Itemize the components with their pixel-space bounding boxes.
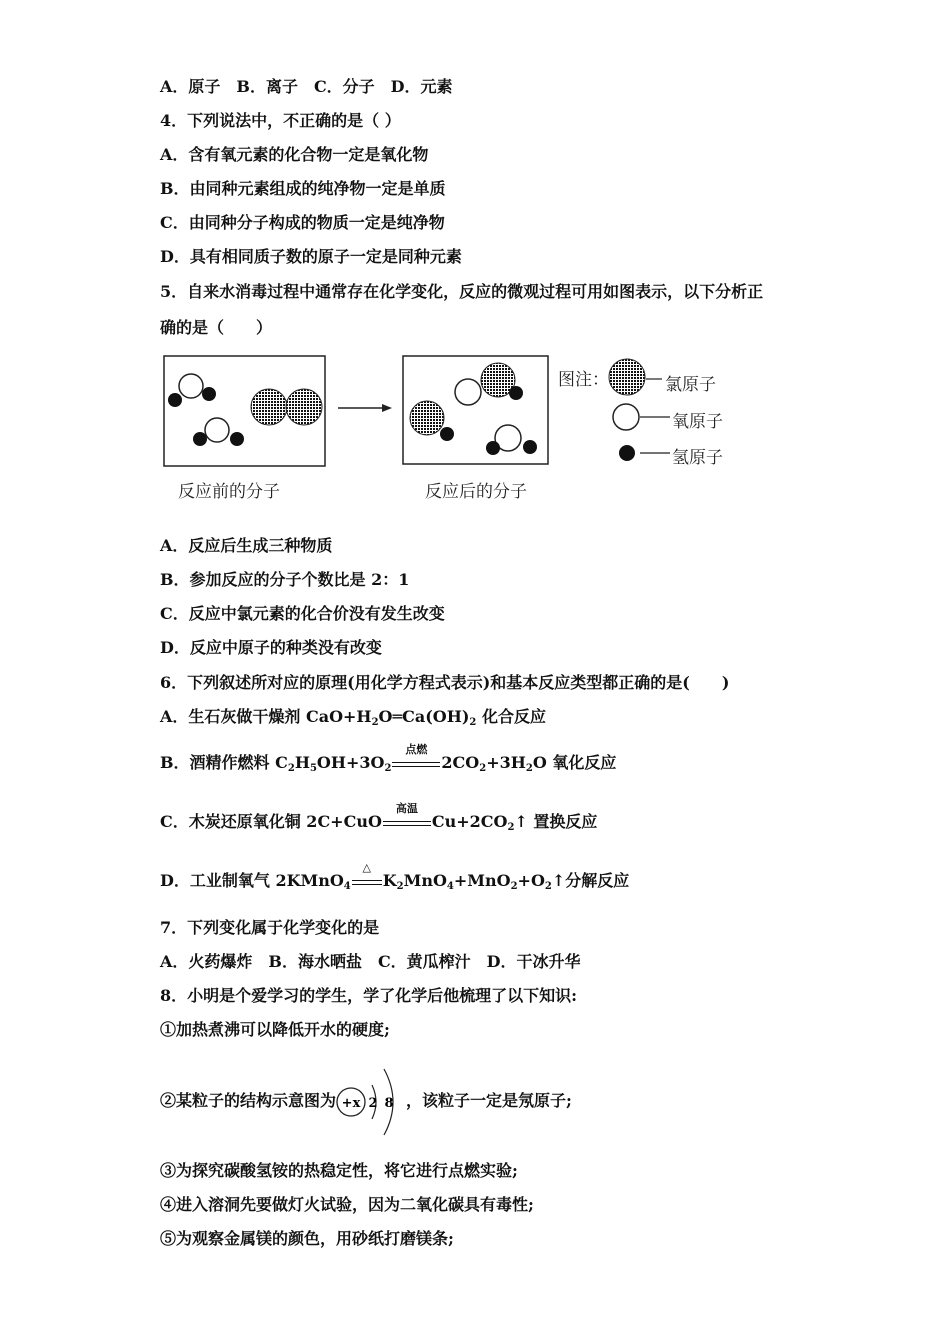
legend-title: 图注： xyxy=(558,370,609,390)
q5-option-c: C．反应中氯元素的化合价没有发生改变 xyxy=(160,604,445,623)
shell-1-count: 2 xyxy=(368,1095,378,1111)
legend-chlorine-label: 氯原子 xyxy=(665,375,716,395)
q3-options: A．原子 B．离子 C．分子 D．元素 xyxy=(160,77,453,96)
oxygen-atom xyxy=(205,418,229,442)
hydrogen-atom xyxy=(509,386,523,400)
q8-item-5: ⑤为观察金属镁的颜色，用砂纸打磨镁条; xyxy=(160,1229,454,1248)
q7-stem: 7．下列变化属于化学变化的是 xyxy=(160,918,380,937)
oxygen-atom xyxy=(179,374,203,398)
hydrogen-atom xyxy=(486,441,500,455)
reaction-condition-ignite: 点燃 xyxy=(392,757,440,771)
q6-option-c: C．木炭还原氧化铜 2C+CuO 高温 $Cu+2CO_2↑$ 置换反应 xyxy=(160,801,598,833)
shell-2-count: 8 xyxy=(384,1095,394,1111)
q5-option-a: A．反应后生成三种物质 xyxy=(160,536,333,555)
q5-option-d: D．反应中原子的种类没有改变 xyxy=(160,638,382,657)
q5-option-b: B．参加反应的分子个数比是 2：1 xyxy=(160,570,410,589)
q8-item-3: ③为探究碳酸氢铵的热稳定性，将它进行点燃实验; xyxy=(160,1161,518,1180)
atom-structure-diagram xyxy=(336,1092,406,1112)
hydrogen-atom xyxy=(440,427,454,441)
legend-chlorine-symbol xyxy=(609,359,645,395)
q6-option-a: A．生石灰做干燥剂 $CaO+H_2O═Ca(OH)_2$ 化合反应 xyxy=(160,707,546,728)
reaction-condition-high-temp: 高温 xyxy=(383,816,431,830)
q8-item-4: ④进入溶洞先要做灯火试验，因为二氧化碳具有毒性; xyxy=(160,1195,534,1214)
q6-stem: 6．下列叙述所对应的原理(用化学方程式表示)和基本反应类型都正确的是( ) xyxy=(160,673,730,692)
q4-option-b: B．由同种元素组成的纯净物一定是单质 xyxy=(160,179,446,198)
legend-oxygen-symbol xyxy=(613,404,639,430)
hydrogen-atom xyxy=(193,432,207,446)
before-caption: 反应前的分子 xyxy=(178,482,280,502)
q7-options: A．火药爆炸 B．海水晒盐 C．黄瓜榨汁 D．干冰升华 xyxy=(160,952,581,971)
legend-oxygen-label: 氧原子 xyxy=(672,412,723,432)
q4-option-a: A．含有氧元素的化合物一定是氧化物 xyxy=(160,145,429,164)
q6-option-d: D．工业制氧气 2KMnO$_4$ △ $K_2MnO_4+MnO_2+O_2↑$分解反应 xyxy=(160,860,630,892)
hydrogen-atom xyxy=(230,432,244,446)
legend-hydrogen-label: 氢原子 xyxy=(672,448,723,468)
legend-hydrogen-symbol xyxy=(619,445,635,461)
q5-stem-line2: 确的是（ ） xyxy=(160,318,273,337)
q4-option-d: D．具有相同质子数的原子一定是同种元素 xyxy=(160,247,462,266)
hydrogen-atom xyxy=(168,393,182,407)
after-caption: 反应后的分子 xyxy=(425,482,527,502)
chlorine-atom xyxy=(410,401,444,435)
q8-item-2: ②某粒子的结构示意图为 +x 2 8 ，该粒子一定是氖原子; xyxy=(160,1091,572,1112)
chlorine-atom xyxy=(286,389,322,425)
q5-reaction-diagram xyxy=(160,350,760,510)
nucleus-label: +x xyxy=(341,1095,361,1111)
q6-option-b: B．酒精作燃料 $C_2H_5OH+3O_2$ 点燃 $2CO_2+3H_2O$ 氧化反应 xyxy=(160,742,617,774)
q5-stem-line1: 5．自来水消毒过程中通常存在化学变化，反应的微观过程可用如图表示，以下分析正 xyxy=(160,282,764,301)
q4-stem: 4．下列说法中，不正确的是（ ） xyxy=(160,111,401,130)
oxygen-atom xyxy=(455,379,481,405)
q8-item-1: ①加热煮沸可以降低开水的硬度; xyxy=(160,1020,390,1039)
q4-option-c: C．由同种分子构成的物质一定是纯净物 xyxy=(160,213,445,232)
q8-stem: 8．小明是个爱学习的学生，学了化学后他梳理了以下知识: xyxy=(160,986,578,1005)
hydrogen-atom xyxy=(202,387,216,401)
reaction-arrow-head xyxy=(382,404,392,412)
chlorine-atom xyxy=(251,389,287,425)
hydrogen-atom xyxy=(523,440,537,454)
reaction-condition-heat: △ xyxy=(352,875,382,889)
atom-structure-svg xyxy=(336,1057,406,1147)
